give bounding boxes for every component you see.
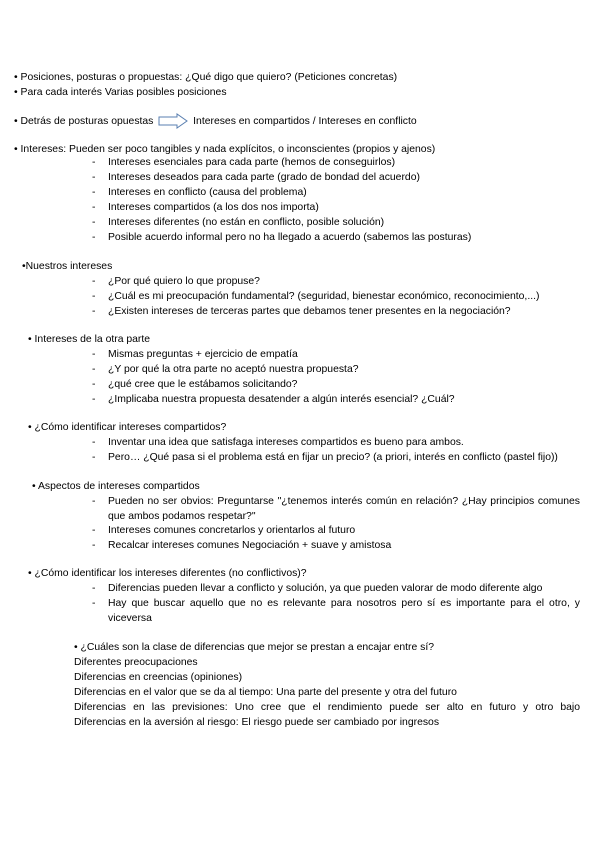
list-item: Intereses compartidos (a los dos nos importa): [108, 202, 319, 213]
dash: -: [92, 379, 96, 390]
list-item: Posible acuerdo informal pero no ha llegado a acuerdo (sabemos las posturas): [108, 232, 472, 243]
dash: -: [92, 583, 96, 594]
list-item: Diferentes preocupaciones: [74, 657, 198, 668]
dash: -: [92, 496, 96, 507]
list-item: Diferencias en las previsiones: Uno cree que el rendimiento puede ser alto en futuro y otro bajo: [74, 702, 580, 713]
list-item: ¿Y por qué la otra parte no aceptó nuestra propuesta?: [108, 364, 359, 375]
list-item: Intereses deseados para cada parte (grado de bondad del acuerdo): [108, 172, 420, 183]
list-item: Inventar una idea que satisfaga intereses compartidos es bueno para ambos.: [108, 437, 464, 448]
list-item: ¿Implicaba nuestra propuesta desatender a algún interés esencial? ¿Cuál?: [108, 394, 455, 405]
list-item: ¿Por qué quiero lo que propuse?: [108, 276, 260, 287]
dash: -: [92, 187, 96, 198]
list-item: ¿qué cree que le estábamos solicitando?: [108, 379, 298, 390]
list-item: Diferencias pueden llevar a conflicto y solución, ya que pueden valorar de modo diferente algo: [108, 583, 543, 594]
interests-result-text: Intereses en compartidos / Intereses en conflicto: [193, 115, 417, 127]
dash: -: [92, 217, 96, 228]
dash: -: [92, 232, 96, 243]
section-title-different-interests: • ¿Cómo identificar los intereses diferentes (no conflictivos)?: [28, 568, 307, 579]
section-title-shared-aspects: • Aspectos de intereses compartidos: [32, 481, 200, 492]
dash: -: [92, 157, 96, 168]
dash: -: [92, 364, 96, 375]
list-item: Diferencias en el valor que se da al tiempo: Una parte del presente y otra del futuro: [74, 687, 457, 698]
list-item: Mismas preguntas + ejercicio de empatía: [108, 349, 298, 360]
list-item: Diferencias en la aversión al riesgo: El riesgo puede ser cambiado por ingresos: [74, 717, 440, 728]
section-title-our-interests: •Nuestros intereses: [22, 261, 113, 272]
dash: -: [92, 540, 96, 551]
dash: -: [92, 598, 96, 609]
dash: -: [92, 202, 96, 213]
arrow-right-icon: [158, 113, 188, 129]
dash: -: [92, 306, 96, 317]
list-item: Intereses diferentes (no están en conflicto, posible solución): [108, 217, 385, 228]
dash: -: [92, 276, 96, 287]
list-item: Intereses comunes concretarlos y orientarlos al futuro: [108, 525, 356, 536]
dash: -: [92, 291, 96, 302]
dash: -: [92, 437, 96, 448]
dash: -: [92, 349, 96, 360]
dash: -: [92, 452, 96, 463]
list-item: Intereses en conflicto (causa del problema): [108, 187, 307, 198]
bullet-opposing-postures: [14, 113, 417, 129]
list-item: Intereses esenciales para cada parte (hemos de conseguirlos): [108, 157, 396, 168]
list-item: ¿Existen intereses de terceras partes que debamos tener presentes en la negociación?: [108, 306, 511, 317]
list-item: Diferencias en creencias (opiniones): [74, 672, 243, 683]
bullet-interests-definition: • Intereses: Pueden ser poco tangibles y nada explícitos, o inconscientes (propios y ajenos): [14, 144, 436, 155]
dash: -: [92, 172, 96, 183]
bullet-interest-positions: • Para cada interés Varias posibles posiciones: [14, 87, 227, 98]
list-item: Hay que buscar aquello que no es relevante para nosotros pero sí es importante para el otro, y viceversa: [108, 598, 580, 624]
opposing-postures-text: • Detrás de posturas opuestas: [14, 115, 154, 127]
list-item: Recalcar intereses comunes Negociación + suave y amistosa: [108, 540, 392, 551]
bullet-positions: • Posiciones, posturas o propuestas: ¿Qué digo que quiero? (Peticiones concretas): [14, 72, 398, 83]
section-title-other-party: • Intereses de la otra parte: [28, 334, 151, 345]
dash: -: [92, 525, 96, 536]
list-item: Pero… ¿Qué pasa si el problema está en fijar un precio? (a priori, interés en conflicto (pastel fijo)): [108, 452, 558, 463]
list-item: ¿Cuál es mi preocupación fundamental? (seguridad, bienestar económico, reconocimiento,...): [108, 291, 540, 302]
section-title-difference-classes: • ¿Cuáles son la clase de diferencias que mejor se prestan a encajar entre sí?: [74, 642, 434, 653]
dash: -: [92, 394, 96, 405]
section-title-shared-interests: • ¿Cómo identificar intereses compartidos?: [28, 422, 227, 433]
list-item: Pueden no ser obvios: Preguntarse "¿tenemos interés común en relación? ¿Hay principios comunes que ambos podamos respetar?": [108, 496, 580, 522]
